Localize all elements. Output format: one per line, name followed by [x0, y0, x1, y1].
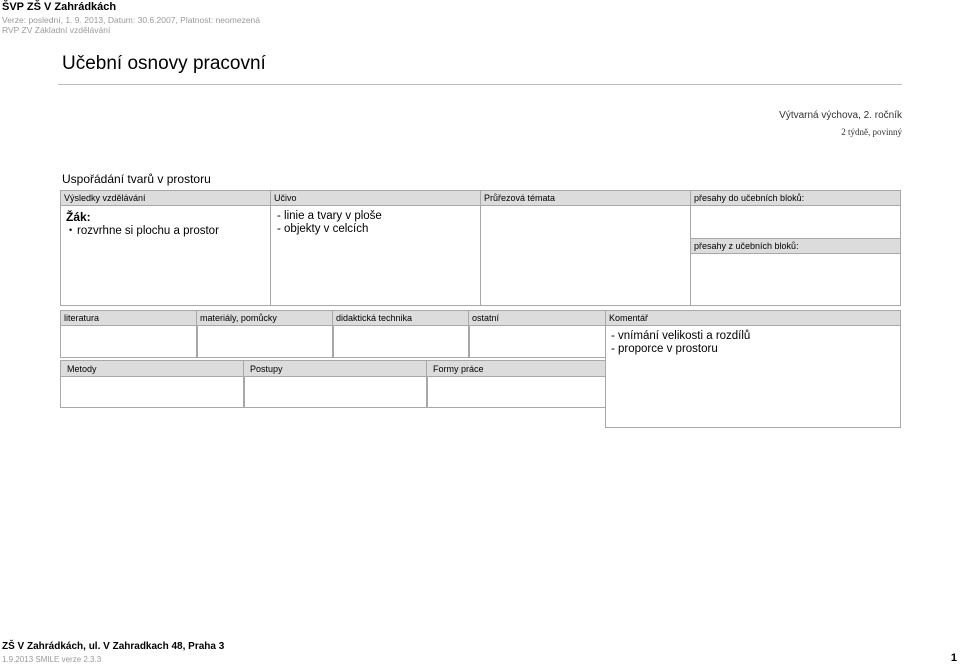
header-prurezova: Průřezová témata: [480, 190, 691, 206]
header-materialy: materiály, pomůcky: [196, 310, 334, 326]
school-name: ŠVP ZŠ V Zahrádkách: [2, 1, 117, 13]
page-number: 1: [950, 652, 957, 664]
result-item: [69, 225, 219, 237]
prurezova-cell: [480, 205, 691, 306]
header-vysledky: Výsledky vzdělávání: [60, 190, 271, 206]
version-info: Verze: poslední, 1. 9. 2013, Datum: 30.6.2007, Platnost: neomezená: [2, 15, 261, 25]
header-metody: Metody: [60, 360, 245, 377]
header-formy: Formy práce: [426, 360, 606, 377]
topic-heading: Uspořádání tvarů v prostoru: [62, 172, 211, 186]
metody-cell: [60, 376, 245, 408]
header-ostatni: ostatní: [468, 310, 606, 326]
header-literatura: literatura: [60, 310, 198, 326]
title-divider: [58, 84, 902, 85]
header-komentar: Komentář: [605, 310, 901, 326]
ucivo-item: - objekty v celcích: [277, 223, 369, 235]
presahy-do-cell: [690, 205, 901, 239]
result-text: rozvrhne si plochu a prostor: [77, 225, 219, 237]
vysledky-cell: [60, 205, 271, 306]
didakticka-cell: [332, 325, 470, 358]
komentar-item: - proporce v prostoru: [611, 343, 718, 355]
ucivo-cell: [270, 205, 481, 306]
bullet-icon: •: [69, 225, 73, 235]
rvp-info: RVP ZV Základní vzdělávání: [2, 25, 111, 35]
ucivo-item: - linie a tvary v ploše: [277, 210, 382, 222]
presahy-z-cell: [690, 253, 901, 306]
literatura-cell: [60, 325, 198, 358]
header-ucivo: Učivo: [270, 190, 481, 206]
postupy-cell: [243, 376, 428, 408]
ostatni-cell: [468, 325, 606, 358]
komentar-item: - vnímání velikosti a rozdílů: [611, 330, 751, 342]
page-title: Učební osnovy pracovní: [62, 53, 266, 74]
footer-address: ZŠ V Zahrádkách, ul. V Zahradkach 48, Praha 3: [2, 641, 225, 652]
materialy-cell: [196, 325, 334, 358]
footer-version: 1.9.2013 SMILE verze 2.3.3: [2, 655, 102, 664]
hours-label: 2 týdně, povinný: [841, 127, 902, 137]
komentar-cell: [605, 325, 901, 428]
subject-label: Výtvarná výchova, 2. ročník: [779, 110, 902, 121]
header-postupy: Postupy: [243, 360, 428, 377]
header-didakticka: didaktická technika: [332, 310, 470, 326]
zak-label: Žák:: [66, 210, 91, 224]
formy-cell: [426, 376, 606, 408]
header-presahy-do: přesahy do učebních bloků:: [690, 190, 901, 206]
header-presahy-z: přesahy z učebních bloků:: [690, 238, 901, 254]
